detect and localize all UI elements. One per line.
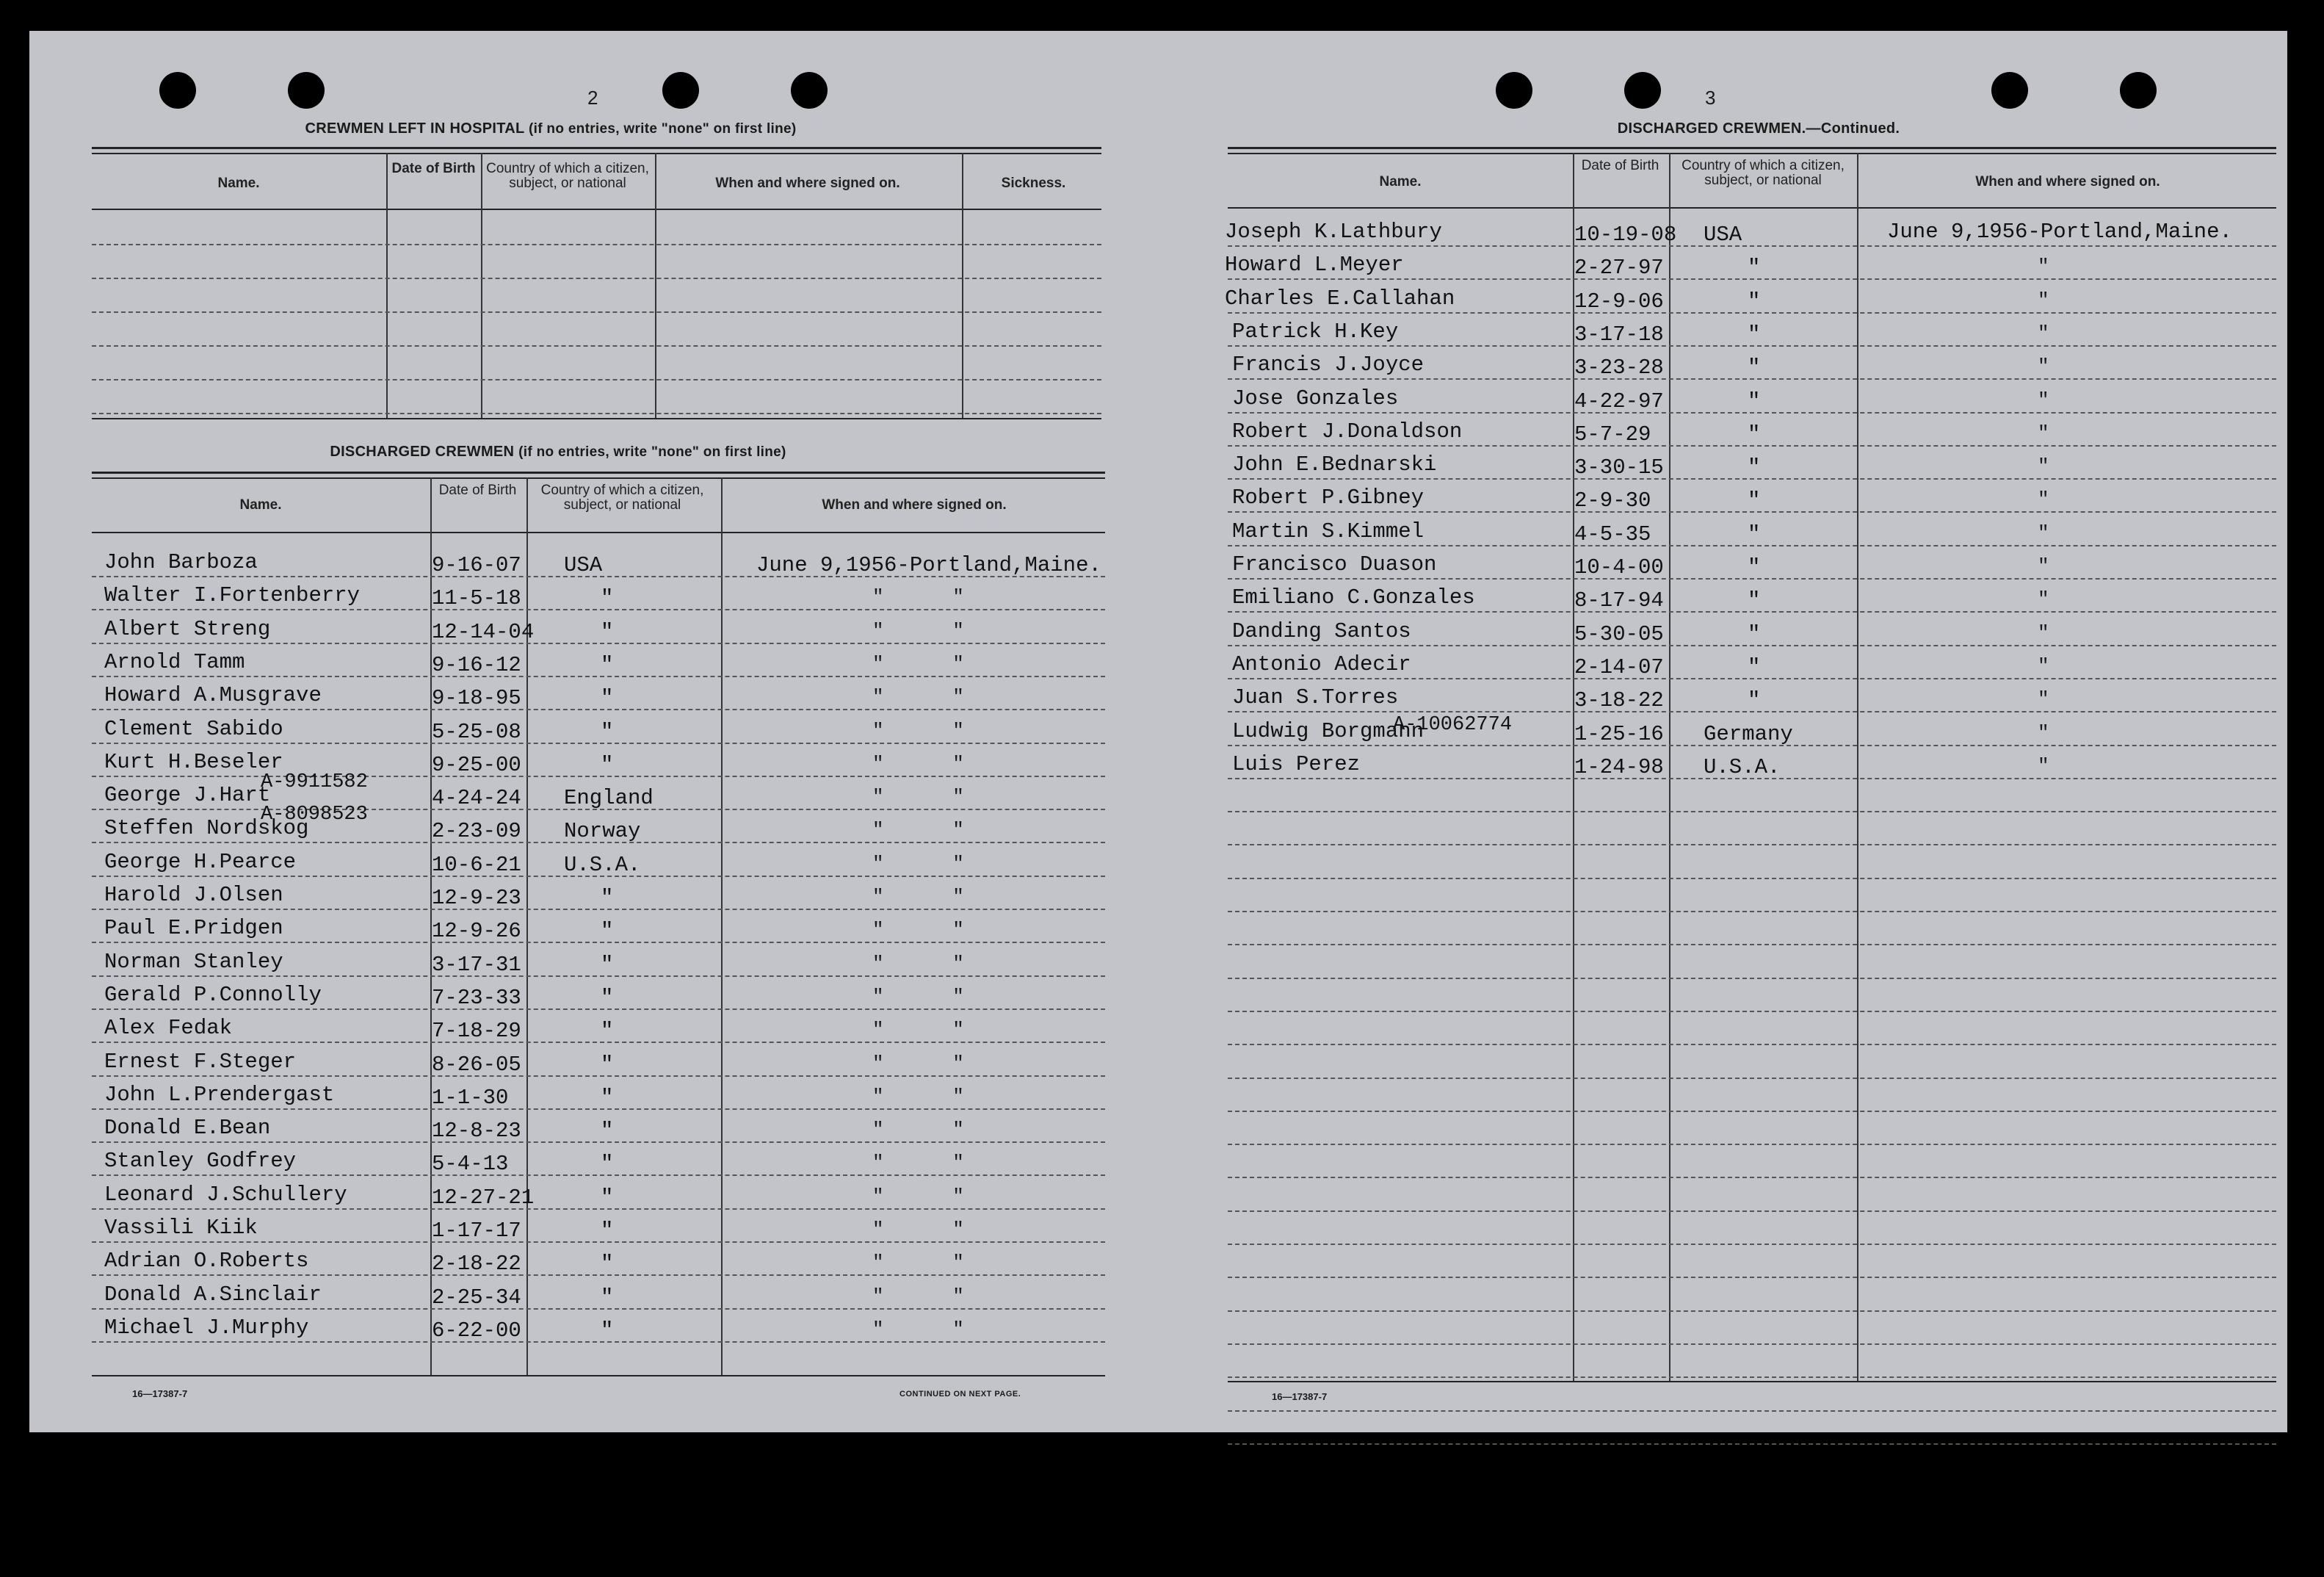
row-line — [92, 743, 1105, 744]
continued-note: CONTINUED ON NEXT PAGE. — [899, 1390, 1021, 1399]
crew-dob: 3-18-22 — [1574, 688, 1664, 712]
crew-name: Juan S.Torres — [1232, 685, 1399, 710]
crew-signed-on: " " — [872, 919, 964, 941]
r-col-country: Country of which a citizen, subject, or national — [1682, 158, 1845, 188]
crew-signed-on: " — [2038, 655, 2049, 677]
right-section-title: DISCHARGED CREWMEN.—Continued. — [1617, 120, 1900, 137]
crew-country: " — [601, 620, 614, 644]
crew-signed-on: " " — [872, 753, 964, 775]
crew-dob: 9-18-95 — [432, 686, 521, 710]
row-line — [1228, 1376, 2276, 1378]
crew-dob: 9-25-00 — [432, 753, 521, 777]
crew-dob: 2-27-97 — [1574, 256, 1664, 280]
rule — [1228, 147, 2276, 149]
crew-signed-on: " — [2038, 722, 2049, 744]
blank-line — [92, 345, 1101, 347]
crew-dob: 12-27-21 — [432, 1186, 535, 1210]
crew-dob: 9-16-12 — [432, 653, 521, 677]
crew-signed-on: " — [2038, 289, 2049, 311]
punch-hole — [662, 72, 699, 109]
crew-country: " — [601, 1186, 614, 1210]
alien-number-annotation: A-9911582 — [261, 771, 368, 793]
crew-signed-on: " — [2038, 588, 2049, 610]
punch-hole — [791, 72, 828, 109]
crew-country: " — [601, 886, 614, 910]
crew-dob: 3-17-18 — [1574, 322, 1664, 347]
page-number-left: 2 — [587, 87, 598, 109]
crew-signed-on: " " — [872, 1119, 964, 1141]
crew-dob: 2-25-34 — [432, 1285, 521, 1310]
form-number-right: 16—17387-7 — [1272, 1391, 1328, 1402]
alien-number-annotation: A-8098523 — [261, 804, 368, 826]
dis-col-dob: Date of Birth — [438, 483, 517, 498]
crew-dob: 8-26-05 — [432, 1053, 521, 1077]
crew-country: " — [1748, 356, 1761, 380]
crew-country: " — [601, 1019, 614, 1043]
crew-signed-on: " " — [872, 886, 964, 908]
column-line — [1857, 153, 1858, 1382]
rule — [92, 1375, 1105, 1376]
rule — [1228, 153, 2276, 154]
hosp-col-signed: When and where signed on. — [715, 176, 900, 191]
crew-dob: 12-9-06 — [1574, 289, 1664, 314]
crew-name: Stanley Godfrey — [104, 1149, 297, 1173]
row-line — [1228, 844, 2276, 845]
crew-country: " — [601, 1053, 614, 1077]
rule — [92, 418, 1101, 419]
dis-col-name: Name. — [239, 497, 282, 513]
crew-signed-on: June 9,1956-Portland,Maine. — [756, 553, 1101, 577]
crew-signed-on: " " — [872, 720, 964, 742]
crew-country: " — [601, 1086, 614, 1110]
row-line — [92, 1274, 1105, 1276]
crew-dob: 2-23-09 — [432, 819, 521, 843]
crew-name: Norman Stanley — [104, 950, 283, 974]
crew-name: Leonard J.Schullery — [104, 1183, 347, 1207]
crew-country: " — [601, 1219, 614, 1243]
crew-dob: 12-8-23 — [432, 1119, 521, 1143]
row-line — [1228, 1144, 2276, 1145]
crew-name: John Barboza — [104, 550, 258, 574]
crew-signed-on: " — [2038, 555, 2049, 577]
crew-country: " — [1748, 422, 1761, 447]
row-line — [1228, 1443, 2276, 1445]
crew-signed-on: June 9,1956-Portland,Maine. — [1887, 220, 2232, 244]
crew-country: " — [1748, 522, 1761, 546]
row-line — [1228, 878, 2276, 879]
rule — [92, 477, 1105, 479]
hospital-section-title — [88, 120, 1013, 137]
crew-name: Gerald P.Connolly — [104, 983, 322, 1007]
crew-country: " — [1748, 289, 1761, 314]
hosp-col-name: Name. — [217, 176, 260, 191]
crew-signed-on: " " — [872, 1019, 964, 1041]
crew-dob: 2-9-30 — [1574, 488, 1651, 513]
crew-signed-on: " " — [872, 653, 964, 675]
crew-name: George H.Pearce — [104, 850, 297, 874]
crew-signed-on: " — [2038, 688, 2049, 710]
crew-country: " — [601, 1252, 614, 1276]
row-line — [1228, 1044, 2276, 1045]
crew-name: Robert P.Gibney — [1232, 486, 1425, 510]
row-line — [1228, 1310, 2276, 1312]
dis-col-country: Country of which a citizen, subject, or national — [540, 483, 704, 513]
crew-country: U.S.A. — [1704, 755, 1781, 779]
crew-signed-on: " " — [872, 620, 964, 642]
crew-dob: 4-22-97 — [1574, 389, 1664, 414]
crew-name: John E.Bednarski — [1232, 452, 1437, 477]
crew-name: Paul E.Pridgen — [104, 916, 283, 940]
crew-dob: 5-4-13 — [432, 1152, 509, 1176]
crew-name: Antonio Adecir — [1232, 652, 1411, 676]
crew-name: Howard L.Meyer — [1225, 253, 1404, 277]
crew-dob: 3-23-28 — [1574, 356, 1664, 380]
crew-dob: 7-18-29 — [432, 1019, 521, 1043]
r-col-name: Name. — [1379, 174, 1422, 190]
rule — [92, 209, 1101, 210]
crew-signed-on: " " — [872, 986, 964, 1008]
crew-name: Steffen Nordskog — [104, 816, 309, 840]
blank-line — [92, 244, 1101, 245]
crew-country: " — [1748, 488, 1761, 513]
crew-name: Luis Perez — [1232, 752, 1361, 776]
row-line — [92, 1042, 1105, 1043]
crew-signed-on: " — [2038, 522, 2049, 544]
discharged-title-note: (if no entries, write "none" on first line) — [518, 444, 786, 460]
crew-country: " — [601, 586, 614, 610]
crew-dob: 2-18-22 — [432, 1252, 521, 1276]
crew-signed-on: " " — [872, 586, 964, 608]
crew-name: Emiliano C.Gonzales — [1232, 585, 1475, 610]
crew-name: Vassili Kiik — [104, 1216, 258, 1240]
crew-signed-on: " " — [872, 1252, 964, 1274]
row-line — [1228, 1277, 2276, 1278]
crew-name: Charles E.Callahan — [1225, 286, 1455, 311]
rule — [1228, 207, 2276, 209]
crew-country: USA — [1704, 223, 1742, 247]
crew-dob: 1-25-16 — [1574, 722, 1664, 746]
row-line — [92, 1108, 1105, 1110]
crew-signed-on: " " — [872, 1152, 964, 1174]
crew-country: " — [1748, 455, 1761, 480]
crew-signed-on: " " — [872, 1285, 964, 1307]
crew-name: Harold J.Olsen — [104, 883, 283, 907]
crew-dob: 7-23-33 — [432, 986, 521, 1010]
crew-country: " — [1748, 655, 1761, 679]
crew-signed-on: " " — [872, 1186, 964, 1208]
crew-name: George J.Hart — [104, 783, 271, 807]
row-line — [92, 609, 1105, 610]
column-line — [1669, 153, 1670, 1382]
row-line — [92, 1075, 1105, 1077]
crew-name: Michael J.Murphy — [104, 1316, 309, 1340]
crew-signed-on: " " — [872, 853, 964, 875]
hosp-col-dob: Date of Birth — [391, 161, 476, 176]
row-line — [1228, 1244, 2276, 1245]
crew-country: " — [601, 720, 614, 744]
crew-dob: 1-24-98 — [1574, 755, 1664, 779]
crew-country: " — [1748, 389, 1761, 414]
crew-name: Patrick H.Key — [1232, 320, 1399, 344]
row-line — [92, 1241, 1105, 1243]
crew-name: Alex Fedak — [104, 1016, 233, 1040]
row-line — [1228, 1011, 2276, 1012]
crew-dob: 2-14-07 — [1574, 655, 1664, 679]
crew-name: Ernest F.Steger — [104, 1050, 297, 1074]
crew-name: Danding Santos — [1232, 619, 1411, 643]
crew-dob: 12-9-23 — [432, 886, 521, 910]
crew-dob: 5-25-08 — [432, 720, 521, 744]
row-line — [92, 1341, 1105, 1343]
row-line — [92, 909, 1105, 910]
row-line — [1228, 1078, 2276, 1079]
crew-dob: 4-5-35 — [1574, 522, 1651, 546]
crew-signed-on: " — [2038, 389, 2049, 411]
crew-dob: 3-30-15 — [1574, 455, 1664, 480]
r-col-signed: When and where signed on. — [1975, 174, 2160, 190]
hosp-col-country: Country of which a citizen, subject, or national — [486, 161, 649, 191]
crew-country: " — [601, 1119, 614, 1143]
crew-signed-on: " " — [872, 1219, 964, 1241]
punch-hole — [2120, 72, 2157, 109]
crew-country: " — [1748, 688, 1761, 712]
crew-name: Robert J.Donaldson — [1232, 419, 1463, 444]
r-col-dob: Date of Birth — [1581, 158, 1659, 173]
hospital-title-note: (if no entries, write "none" on first line) — [529, 121, 797, 137]
row-line — [1228, 1177, 2276, 1178]
row-line — [1228, 811, 2276, 812]
crew-name: Adrian O.Roberts — [104, 1249, 309, 1273]
row-line — [92, 975, 1105, 977]
blank-line — [92, 379, 1101, 380]
crew-dob: 12-14-04 — [432, 620, 535, 644]
blank-line — [92, 413, 1101, 414]
crew-signed-on: " — [2038, 422, 2049, 444]
crew-name: Martin S.Kimmel — [1232, 519, 1425, 544]
row-line — [1228, 1410, 2276, 1412]
crew-signed-on: " — [2038, 622, 2049, 644]
crew-signed-on: " " — [872, 686, 964, 708]
crew-dob: 12-9-26 — [432, 919, 521, 943]
crew-country: " — [601, 986, 614, 1010]
crew-signed-on: " " — [872, 1086, 964, 1108]
page-number-right: 3 — [1705, 87, 1716, 109]
crew-country: Norway — [564, 819, 641, 843]
crew-signed-on: " " — [872, 1053, 964, 1075]
crew-dob: 6-22-00 — [432, 1318, 521, 1343]
crew-signed-on: " — [2038, 322, 2049, 344]
row-line — [1228, 1210, 2276, 1212]
rule — [92, 147, 1101, 149]
crew-signed-on: " " — [872, 1318, 964, 1340]
discharged-title-text: DISCHARGED CREWMEN — [330, 444, 515, 460]
crew-country: " — [601, 953, 614, 977]
row-line — [92, 1208, 1105, 1210]
crew-country: " — [1748, 588, 1761, 613]
crew-dob: 9-16-07 — [432, 553, 521, 577]
crew-name: Francis J.Joyce — [1232, 353, 1425, 377]
punch-hole — [159, 72, 196, 109]
row-line — [92, 643, 1105, 644]
form-number-left: 16—17387-7 — [132, 1388, 188, 1399]
blank-line — [92, 311, 1101, 313]
rule — [92, 472, 1105, 474]
crew-country: " — [601, 1152, 614, 1176]
crew-country: " — [601, 753, 614, 777]
crew-signed-on: " — [2038, 256, 2049, 278]
crew-country: " — [601, 653, 614, 677]
crew-country: " — [1748, 322, 1761, 347]
crew-signed-on: " — [2038, 755, 2049, 777]
row-line — [1228, 245, 2276, 247]
crew-dob: 1-17-17 — [432, 1219, 521, 1243]
crew-signed-on: " — [2038, 488, 2049, 510]
row-line — [92, 676, 1105, 677]
rule — [92, 532, 1105, 533]
row-line — [1228, 944, 2276, 945]
crew-country: " — [601, 1285, 614, 1310]
crew-name: Francisco Duason — [1232, 552, 1437, 577]
hosp-col-sickness: Sickness. — [1001, 176, 1066, 191]
row-line — [92, 942, 1105, 943]
punch-hole — [1624, 72, 1661, 109]
dis-col-signed: When and where signed on. — [822, 497, 1007, 513]
crew-name: Kurt H.Beseler — [104, 750, 283, 774]
row-line — [92, 1174, 1105, 1176]
crew-dob: 10-6-21 — [432, 853, 521, 877]
crew-name: Joseph K.Lathbury — [1225, 220, 1442, 244]
crew-signed-on: " " — [872, 953, 964, 975]
row-line — [1228, 978, 2276, 979]
manifest-sheet — [29, 31, 2287, 1432]
crew-country: " — [1748, 622, 1761, 646]
crew-name: Arnold Tamm — [104, 650, 245, 674]
crew-country: Germany — [1704, 722, 1793, 746]
row-line — [1228, 911, 2276, 912]
punch-hole — [1991, 72, 2028, 109]
crew-name: Walter I.Fortenberry — [104, 583, 361, 607]
row-line — [92, 1008, 1105, 1010]
crew-name: Donald E.Bean — [104, 1116, 271, 1140]
crew-signed-on: " " — [872, 819, 964, 841]
crew-signed-on: " — [2038, 356, 2049, 378]
crew-country: USA — [564, 553, 603, 577]
crew-country: " — [1748, 555, 1761, 580]
rule — [1228, 1381, 2276, 1382]
crew-dob: 4-24-24 — [432, 786, 521, 810]
hospital-title-text: CREWMEN LEFT IN HOSPITAL — [305, 120, 525, 137]
row-line — [92, 1308, 1105, 1310]
rule — [92, 153, 1101, 154]
crew-country: " — [1748, 256, 1761, 280]
crew-dob: 5-30-05 — [1574, 622, 1664, 646]
punch-hole — [1496, 72, 1532, 109]
blank-line — [92, 278, 1101, 279]
crew-name: Donald A.Sinclair — [104, 1282, 322, 1307]
crew-name: Clement Sabido — [104, 717, 283, 741]
row-line — [1228, 1111, 2276, 1112]
row-line — [92, 776, 1105, 777]
crew-dob: 1-1-30 — [432, 1086, 509, 1110]
crew-dob: 3-17-31 — [432, 953, 521, 977]
crew-name: Jose Gonzales — [1232, 386, 1399, 411]
crew-dob: 11-5-18 — [432, 586, 521, 610]
crew-signed-on: " " — [872, 786, 964, 808]
crew-dob: 10-19-08 — [1574, 223, 1677, 247]
crew-dob: 8-17-94 — [1574, 588, 1664, 613]
crew-country: " — [601, 686, 614, 710]
crew-country: England — [564, 786, 654, 810]
crew-country: " — [601, 1318, 614, 1343]
crew-name: Ludwig Borgmann — [1232, 719, 1425, 743]
crew-name: Howard A.Musgrave — [104, 683, 322, 707]
row-line — [92, 709, 1105, 710]
crew-country: " — [601, 919, 614, 943]
crew-signed-on: " — [2038, 455, 2049, 477]
crew-name: Albert Streng — [104, 617, 271, 641]
alien-number-annotation: A-10062774 — [1393, 714, 1513, 736]
row-line — [1228, 1343, 2276, 1345]
crew-name: John L.Prendergast — [104, 1083, 335, 1107]
crew-country: U.S.A. — [564, 853, 641, 877]
discharged-section-title — [92, 444, 1024, 461]
row-line — [92, 1141, 1105, 1143]
punch-hole — [288, 72, 325, 109]
crew-dob: 5-7-29 — [1574, 422, 1651, 447]
crew-dob: 10-4-00 — [1574, 555, 1664, 580]
